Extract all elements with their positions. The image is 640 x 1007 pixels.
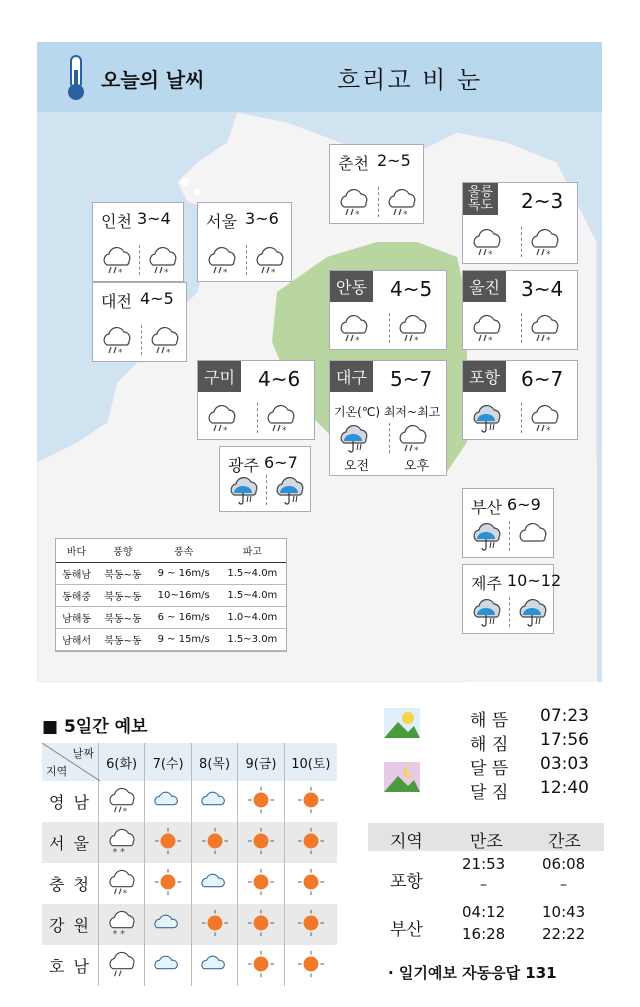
cloud-rain-snow-icon xyxy=(469,227,505,257)
sea-cell: 남해동 xyxy=(56,607,97,629)
icon-divider xyxy=(389,313,390,343)
cloud-rain-snow-icon xyxy=(98,863,144,904)
city-name: 광주 xyxy=(228,456,259,475)
icon-divider xyxy=(257,403,258,433)
sea-cell: 1.0~4.0m xyxy=(219,607,286,629)
forecast-row xyxy=(42,945,337,986)
cloud-rain-snow-icon xyxy=(147,325,183,355)
icon-divider xyxy=(521,227,522,257)
tide-low-1: 06:08 xyxy=(542,855,586,873)
svg-text:*: * xyxy=(402,210,407,217)
sea-row xyxy=(56,563,286,585)
cloud-umbrella-icon xyxy=(469,521,505,551)
sea-row xyxy=(56,629,286,651)
tide-low-2: – xyxy=(560,877,567,893)
sun-icon xyxy=(191,904,237,945)
city-box xyxy=(329,144,424,224)
city-temperature: 3~4 xyxy=(137,209,171,228)
partly-cloudy-icon xyxy=(191,945,237,986)
cloud-rain-snow-icon xyxy=(99,325,135,355)
forecast-day: 10(토) xyxy=(284,743,337,781)
forecast-day: 8(목) xyxy=(191,743,237,781)
city-box xyxy=(329,360,447,476)
svg-text:*: * xyxy=(546,250,551,257)
cloud-rain-snow-icon xyxy=(336,313,372,343)
city-name: 인천 xyxy=(101,212,132,231)
city-temperature: 6~7 xyxy=(264,453,298,472)
partly-cloudy-icon xyxy=(191,863,237,904)
svg-text:*: * xyxy=(355,210,360,217)
icon-divider xyxy=(139,245,140,275)
icon-divider xyxy=(521,313,522,343)
city-temperature: 4~5 xyxy=(390,277,433,301)
sea-header: 풍향 xyxy=(97,539,149,563)
city-temperature: 6~7 xyxy=(521,367,564,391)
forecast-day: 6(화) xyxy=(98,743,144,781)
svg-text:*: * xyxy=(355,336,360,343)
icon-divider xyxy=(521,403,522,433)
city-name: 서울 xyxy=(206,212,237,231)
sunset-label: 해 짐 xyxy=(470,735,509,755)
svg-text:*: * xyxy=(546,426,551,433)
city-temperature: 6~9 xyxy=(507,495,541,514)
forecast-corner xyxy=(42,743,98,781)
cloud-umbrella-icon xyxy=(515,597,551,627)
moonset-time: 12:40 xyxy=(540,778,589,798)
city-name: 구미 xyxy=(198,361,241,392)
sun-icon xyxy=(238,863,284,904)
cloud-rain-snow-icon xyxy=(395,313,431,343)
icon-divider xyxy=(389,423,390,453)
svg-text:*: * xyxy=(414,336,419,343)
icon-divider xyxy=(266,475,267,505)
sun-icon xyxy=(284,945,337,986)
city-name: 부산 xyxy=(471,498,502,517)
cloud-rain-snow-icon xyxy=(336,187,372,217)
svg-text:*: * xyxy=(282,426,287,433)
city-temperature: 2~3 xyxy=(521,189,564,213)
moon-icon xyxy=(382,760,422,796)
city-name: 춘천 xyxy=(338,154,369,173)
sea-cell: 6 ~ 16m/s xyxy=(149,607,219,629)
sun-icon xyxy=(145,822,191,863)
temperature-legend: 기온(℃) 최저~최고 xyxy=(334,405,441,419)
forecast-region: 강 원 xyxy=(42,904,98,945)
forecast-title: ■ 5일간 예보 xyxy=(42,717,148,737)
moonrise-time: 03:03 xyxy=(540,754,589,774)
sea-cell: 9 ~ 15m/s xyxy=(149,629,219,651)
sun-icon xyxy=(284,822,337,863)
city-box xyxy=(462,360,578,440)
cloud-umbrella-icon xyxy=(469,403,505,433)
cloud-snow-icon xyxy=(98,904,144,945)
svg-text:*: * xyxy=(118,268,123,275)
icon-divider xyxy=(141,325,142,355)
cloud-rain-snow-icon xyxy=(98,781,144,822)
tide-high-2: – xyxy=(480,877,487,893)
city-temperature: 4~5 xyxy=(140,289,174,308)
cloud-rain-snow-icon xyxy=(263,403,299,433)
forecast-day: 7(수) xyxy=(145,743,191,781)
sea-row xyxy=(56,607,286,629)
city-name: 울진 xyxy=(463,271,506,302)
tide-header xyxy=(368,823,604,851)
svg-text:*: * xyxy=(414,446,419,453)
tide-region: 부산 xyxy=(390,920,423,940)
sea-cell: 동해중 xyxy=(56,585,97,607)
svg-text:* *: * * xyxy=(112,846,125,855)
sunrise-icon xyxy=(382,706,422,742)
sea-cell: 1.5~4.0m xyxy=(219,563,286,585)
sun-icon xyxy=(238,945,284,986)
city-temperature: 5~7 xyxy=(390,367,433,391)
city-name: 안동 xyxy=(330,271,373,302)
svg-text:*: * xyxy=(122,805,127,814)
partly-cloudy-icon xyxy=(191,781,237,822)
tide-high-1: 04:12 xyxy=(462,903,506,921)
sea-cell: 북동~동 xyxy=(97,563,149,585)
city-box xyxy=(462,564,562,634)
cloud-rain-snow-icon xyxy=(145,245,181,275)
city-name: 대전 xyxy=(101,292,132,311)
sun-icon xyxy=(238,781,284,822)
tide-high-1: 21:53 xyxy=(462,855,506,873)
sun-icon xyxy=(238,822,284,863)
page-title: 오늘의 날씨 xyxy=(101,68,205,92)
svg-text:*: * xyxy=(223,426,228,433)
svg-text:* *: * * xyxy=(112,928,125,937)
sun-icon xyxy=(284,781,337,822)
forecast-row xyxy=(42,863,337,904)
cloud-rain-snow-icon xyxy=(527,227,563,257)
cloud-rain-snow-icon xyxy=(204,403,240,433)
sun-icon xyxy=(284,863,337,904)
svg-text:*: * xyxy=(165,348,170,355)
cloud-umbrella-icon xyxy=(336,423,372,453)
city-box xyxy=(197,202,292,282)
forecast-row xyxy=(42,781,337,822)
city-temperature: 4~6 xyxy=(258,367,301,391)
svg-text:*: * xyxy=(122,887,127,896)
cloud-rain-snow-icon xyxy=(252,245,288,275)
city-name: 제주 xyxy=(471,574,502,593)
moonrise-label: 달 뜸 xyxy=(470,759,509,779)
cloud-umbrella-icon xyxy=(469,597,505,627)
city-box xyxy=(92,202,184,282)
pm-label: 오후 xyxy=(404,459,430,474)
sea-cell: 1.5~4.0m xyxy=(219,585,286,607)
sea-header: 풍속 xyxy=(149,539,219,563)
city-box xyxy=(329,270,447,350)
corner-region-label: 지역 xyxy=(46,765,68,778)
svg-text:*: * xyxy=(488,250,493,257)
sunrise-label: 해 뜸 xyxy=(470,711,509,731)
sea-cell: 1.5~3.0m xyxy=(219,629,286,651)
sea-cell: 북동~동 xyxy=(97,607,149,629)
partly-cloudy-icon xyxy=(145,781,191,822)
tide-high-2: 16:28 xyxy=(462,925,506,943)
city-name: 울릉 독도 xyxy=(463,183,498,215)
forecast-row xyxy=(42,904,337,945)
svg-text:*: * xyxy=(164,268,169,275)
sun-icon xyxy=(191,822,237,863)
icon-divider xyxy=(378,187,379,217)
corner-date-label: 날짜 xyxy=(72,747,94,760)
sea-header: 파고 xyxy=(219,539,286,563)
svg-text:*: * xyxy=(270,268,275,275)
svg-text:*: * xyxy=(546,336,551,343)
partly-cloudy-icon xyxy=(145,945,191,986)
city-temperature: 10~12 xyxy=(507,571,562,590)
tide-region: 포항 xyxy=(390,872,423,892)
forecast-row xyxy=(42,822,337,863)
sunset-time: 17:56 xyxy=(540,730,589,750)
city-temperature: 2~5 xyxy=(377,151,411,170)
cloud-snow-icon xyxy=(98,822,144,863)
icon-divider xyxy=(509,597,510,627)
forecast-phone-line: · 일기예보 자동응답 131 xyxy=(388,964,557,982)
tide-header-region: 지역 xyxy=(390,832,423,852)
city-name: 대구 xyxy=(330,361,373,392)
forecast-day: 9(금) xyxy=(238,743,284,781)
sea-cell: 10~16m/s xyxy=(149,585,219,607)
sea-cell: 북동~동 xyxy=(97,585,149,607)
sun-icon xyxy=(284,904,337,945)
city-box xyxy=(197,360,315,440)
thermometer-icon xyxy=(63,54,89,102)
forecast-region: 영 남 xyxy=(48,793,91,812)
sea-row xyxy=(56,585,286,607)
cloud-rain-snow-icon xyxy=(469,313,505,343)
cloud-rain-icon xyxy=(98,945,144,986)
city-box xyxy=(92,282,187,362)
city-box xyxy=(462,270,578,350)
sunrise-time: 07:23 xyxy=(540,706,589,726)
svg-text:*: * xyxy=(118,348,123,355)
svg-text:*: * xyxy=(223,268,228,275)
weather-map-panel xyxy=(37,42,602,682)
sea-cell: 9 ~ 16m/s xyxy=(149,563,219,585)
city-name: 포항 xyxy=(463,361,506,392)
sun-icon xyxy=(238,904,284,945)
city-box xyxy=(219,446,311,512)
city-box xyxy=(462,488,554,558)
cloud-umbrella-icon xyxy=(226,475,262,505)
cloud-rain-snow-icon xyxy=(99,245,135,275)
forecast-region: 충 청 xyxy=(48,875,91,894)
city-box xyxy=(462,182,578,264)
city-temperature: 3~6 xyxy=(245,209,279,228)
five-day-forecast-table xyxy=(42,743,337,986)
sun-icon xyxy=(145,863,191,904)
sea-cell: 동해남 xyxy=(56,563,97,585)
city-temperature: 3~4 xyxy=(521,277,564,301)
sea-conditions-table xyxy=(55,538,287,652)
svg-text:*: * xyxy=(488,336,493,343)
cloud-umbrella-icon xyxy=(272,475,308,505)
tide-header-low: 간조 xyxy=(548,832,581,852)
sea-cell: 남해서 xyxy=(56,629,97,651)
icon-divider xyxy=(246,245,247,275)
partly-cloudy-icon xyxy=(145,904,191,945)
tide-header-high: 만조 xyxy=(470,832,503,852)
cloud-rain-snow-icon xyxy=(384,187,420,217)
cloud-rain-snow-icon xyxy=(527,403,563,433)
cloud-rain-snow-icon xyxy=(204,245,240,275)
icon-divider xyxy=(509,521,510,551)
forecast-region: 호 남 xyxy=(48,957,91,976)
tide-low-2: 22:22 xyxy=(542,925,586,943)
cloud-icon xyxy=(515,521,551,551)
forecast-region: 서 울 xyxy=(42,822,98,863)
cloud-rain-snow-icon xyxy=(395,423,431,453)
sea-header: 바다 xyxy=(56,539,97,563)
weather-summary: 흐리고 비 눈 xyxy=(337,66,483,94)
am-label: 오전 xyxy=(344,459,370,474)
moonset-label: 달 짐 xyxy=(470,783,509,803)
tide-low-1: 10:43 xyxy=(542,903,586,921)
cloud-rain-snow-icon xyxy=(527,313,563,343)
sea-cell: 북동~동 xyxy=(97,629,149,651)
